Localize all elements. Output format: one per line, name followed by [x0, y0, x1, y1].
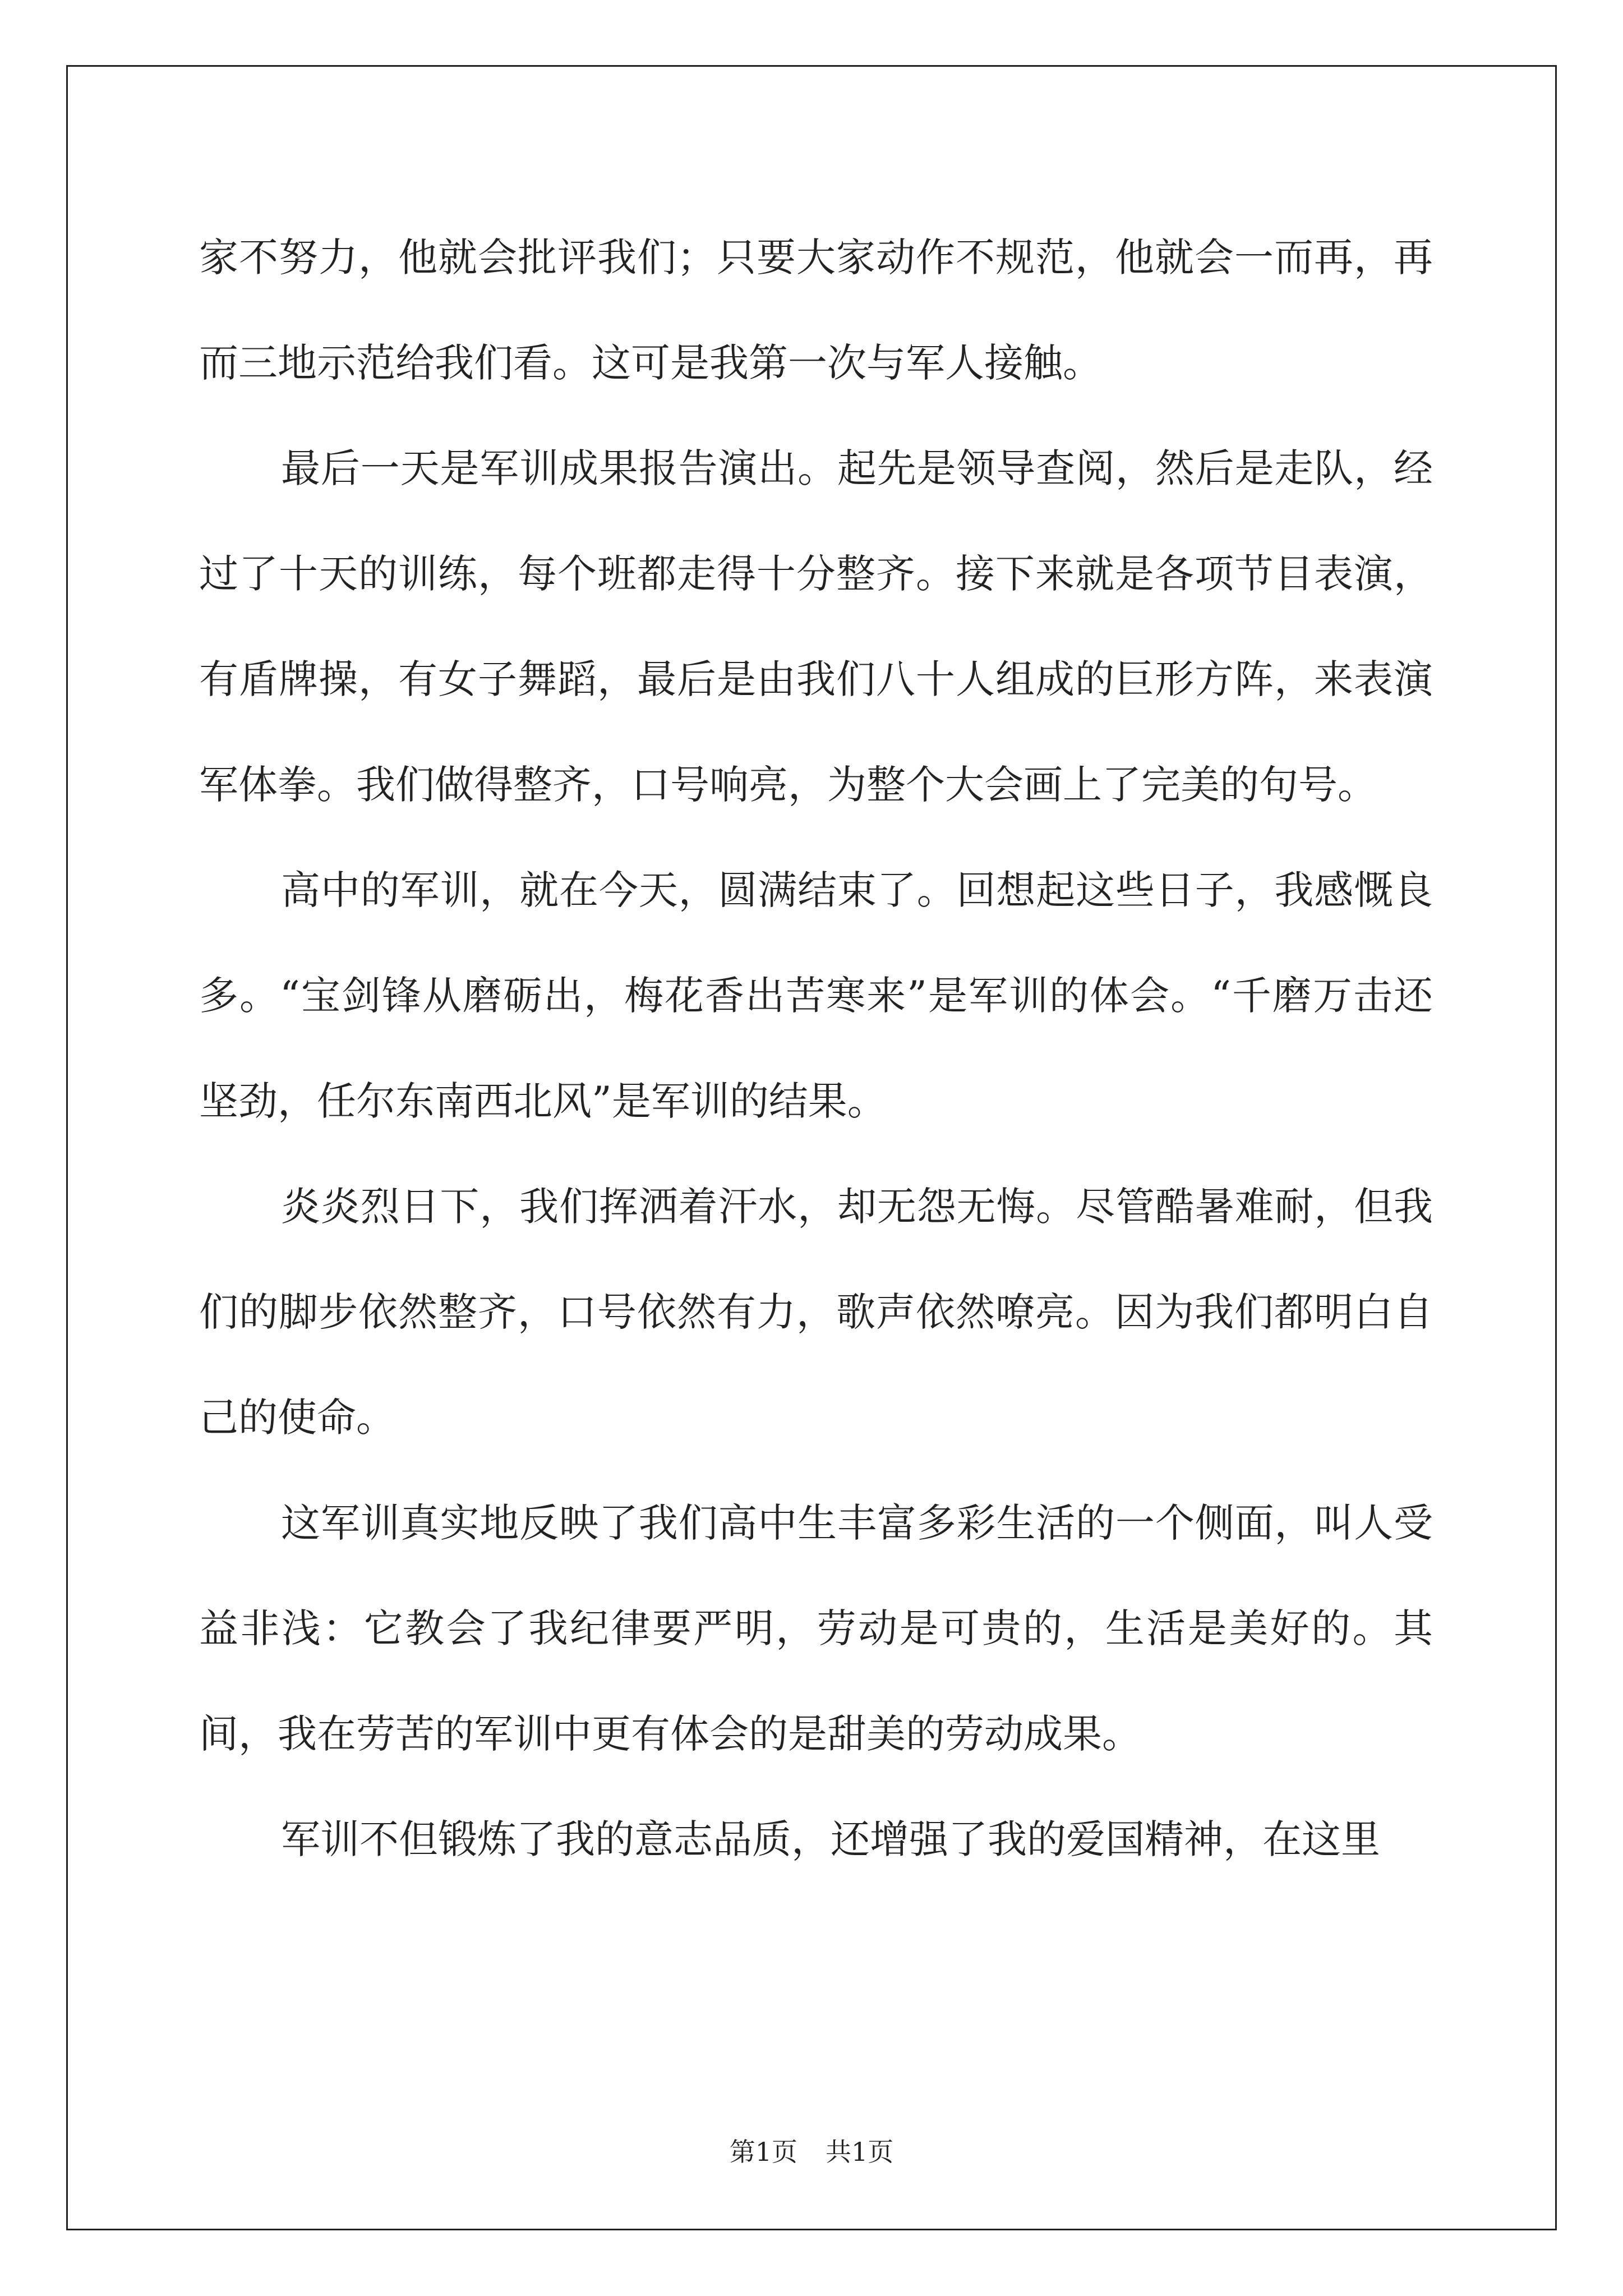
paragraph-2: 最后一天是军训成果报告演出。起先是领导查阅，然后是走队，经过了十天的训练，每个班都走得十分整齐。接下来就是各项节目表演，有盾牌操，有女子舞蹈，最后是由我们八十人组成的巨形方阵，来表演军体拳。我们做得整齐，口号响亮，为整个大会画上了完美的句号。	[199, 445, 1433, 808]
paragraph-4: 炎炎烈日下，我们挥洒着汗水，却无怨无悔。尽管酷暑难耐，但我们的脚步依然整齐，口号依然有力，歌声依然嘹亮。因为我们都明白自己的使命。	[199, 1184, 1433, 1441]
paragraph-3: 高中的军训，就在今天，圆满结束了。回想起这些日子，我感慨良多。“宝剑锋从磨砺出，梅花香出苦寒来”是军训的体会。“千磨万击还坚劲，任尔东南西北风”是军训的结果。	[199, 867, 1433, 1124]
document-body	[199, 205, 1433, 1892]
paragraph-5: 这军训真实地反映了我们高中生丰富多彩生活的一个侧面，叫人受益非浅：它教会了我纪律要严明，劳动是可贵的，生活是美好的。其间，我在劳苦的军训中更有体会的是甜美的劳动成果。	[199, 1500, 1433, 1757]
paragraph-1: 家不努力，他就会批评我们；只要大家动作不规范，他就会一而再，再而三地示范给我们看。这可是我第一次与军人接触。	[199, 234, 1433, 386]
page-footer	[0, 2132, 1623, 2169]
page-total: 共1页	[826, 2137, 894, 2167]
page-number: 第1页	[729, 2137, 797, 2167]
paragraph-6: 军训不但锻炼了我的意志品质，还增强了我的爱国精神，在这里	[281, 1816, 1380, 1862]
